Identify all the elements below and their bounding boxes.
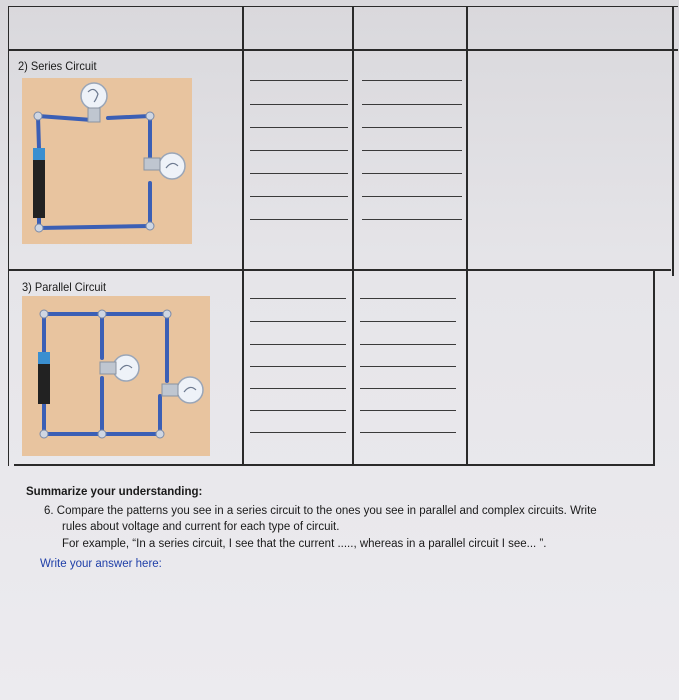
row-label-series: 2) Series Circuit bbox=[18, 59, 97, 73]
row-label-parallel: 3) Parallel Circuit bbox=[22, 280, 107, 294]
summary-heading: Summarize your understanding: bbox=[26, 486, 203, 498]
question-line-3: For example, “In a series circuit, I see that the current ....., whereas in a parallel circuit I see... ”. bbox=[62, 538, 547, 550]
question-line-2: rules about voltage and current for each type of circuit. bbox=[62, 521, 340, 533]
question-line-1: 6. Compare the patterns you see in a series circuit to the ones you see in parallel and complex circuits. Write bbox=[44, 505, 597, 517]
parallel-circuit-image bbox=[22, 296, 210, 456]
series-circuit-image bbox=[22, 78, 192, 244]
answer-prompt[interactable]: Write your answer here: bbox=[40, 558, 162, 570]
